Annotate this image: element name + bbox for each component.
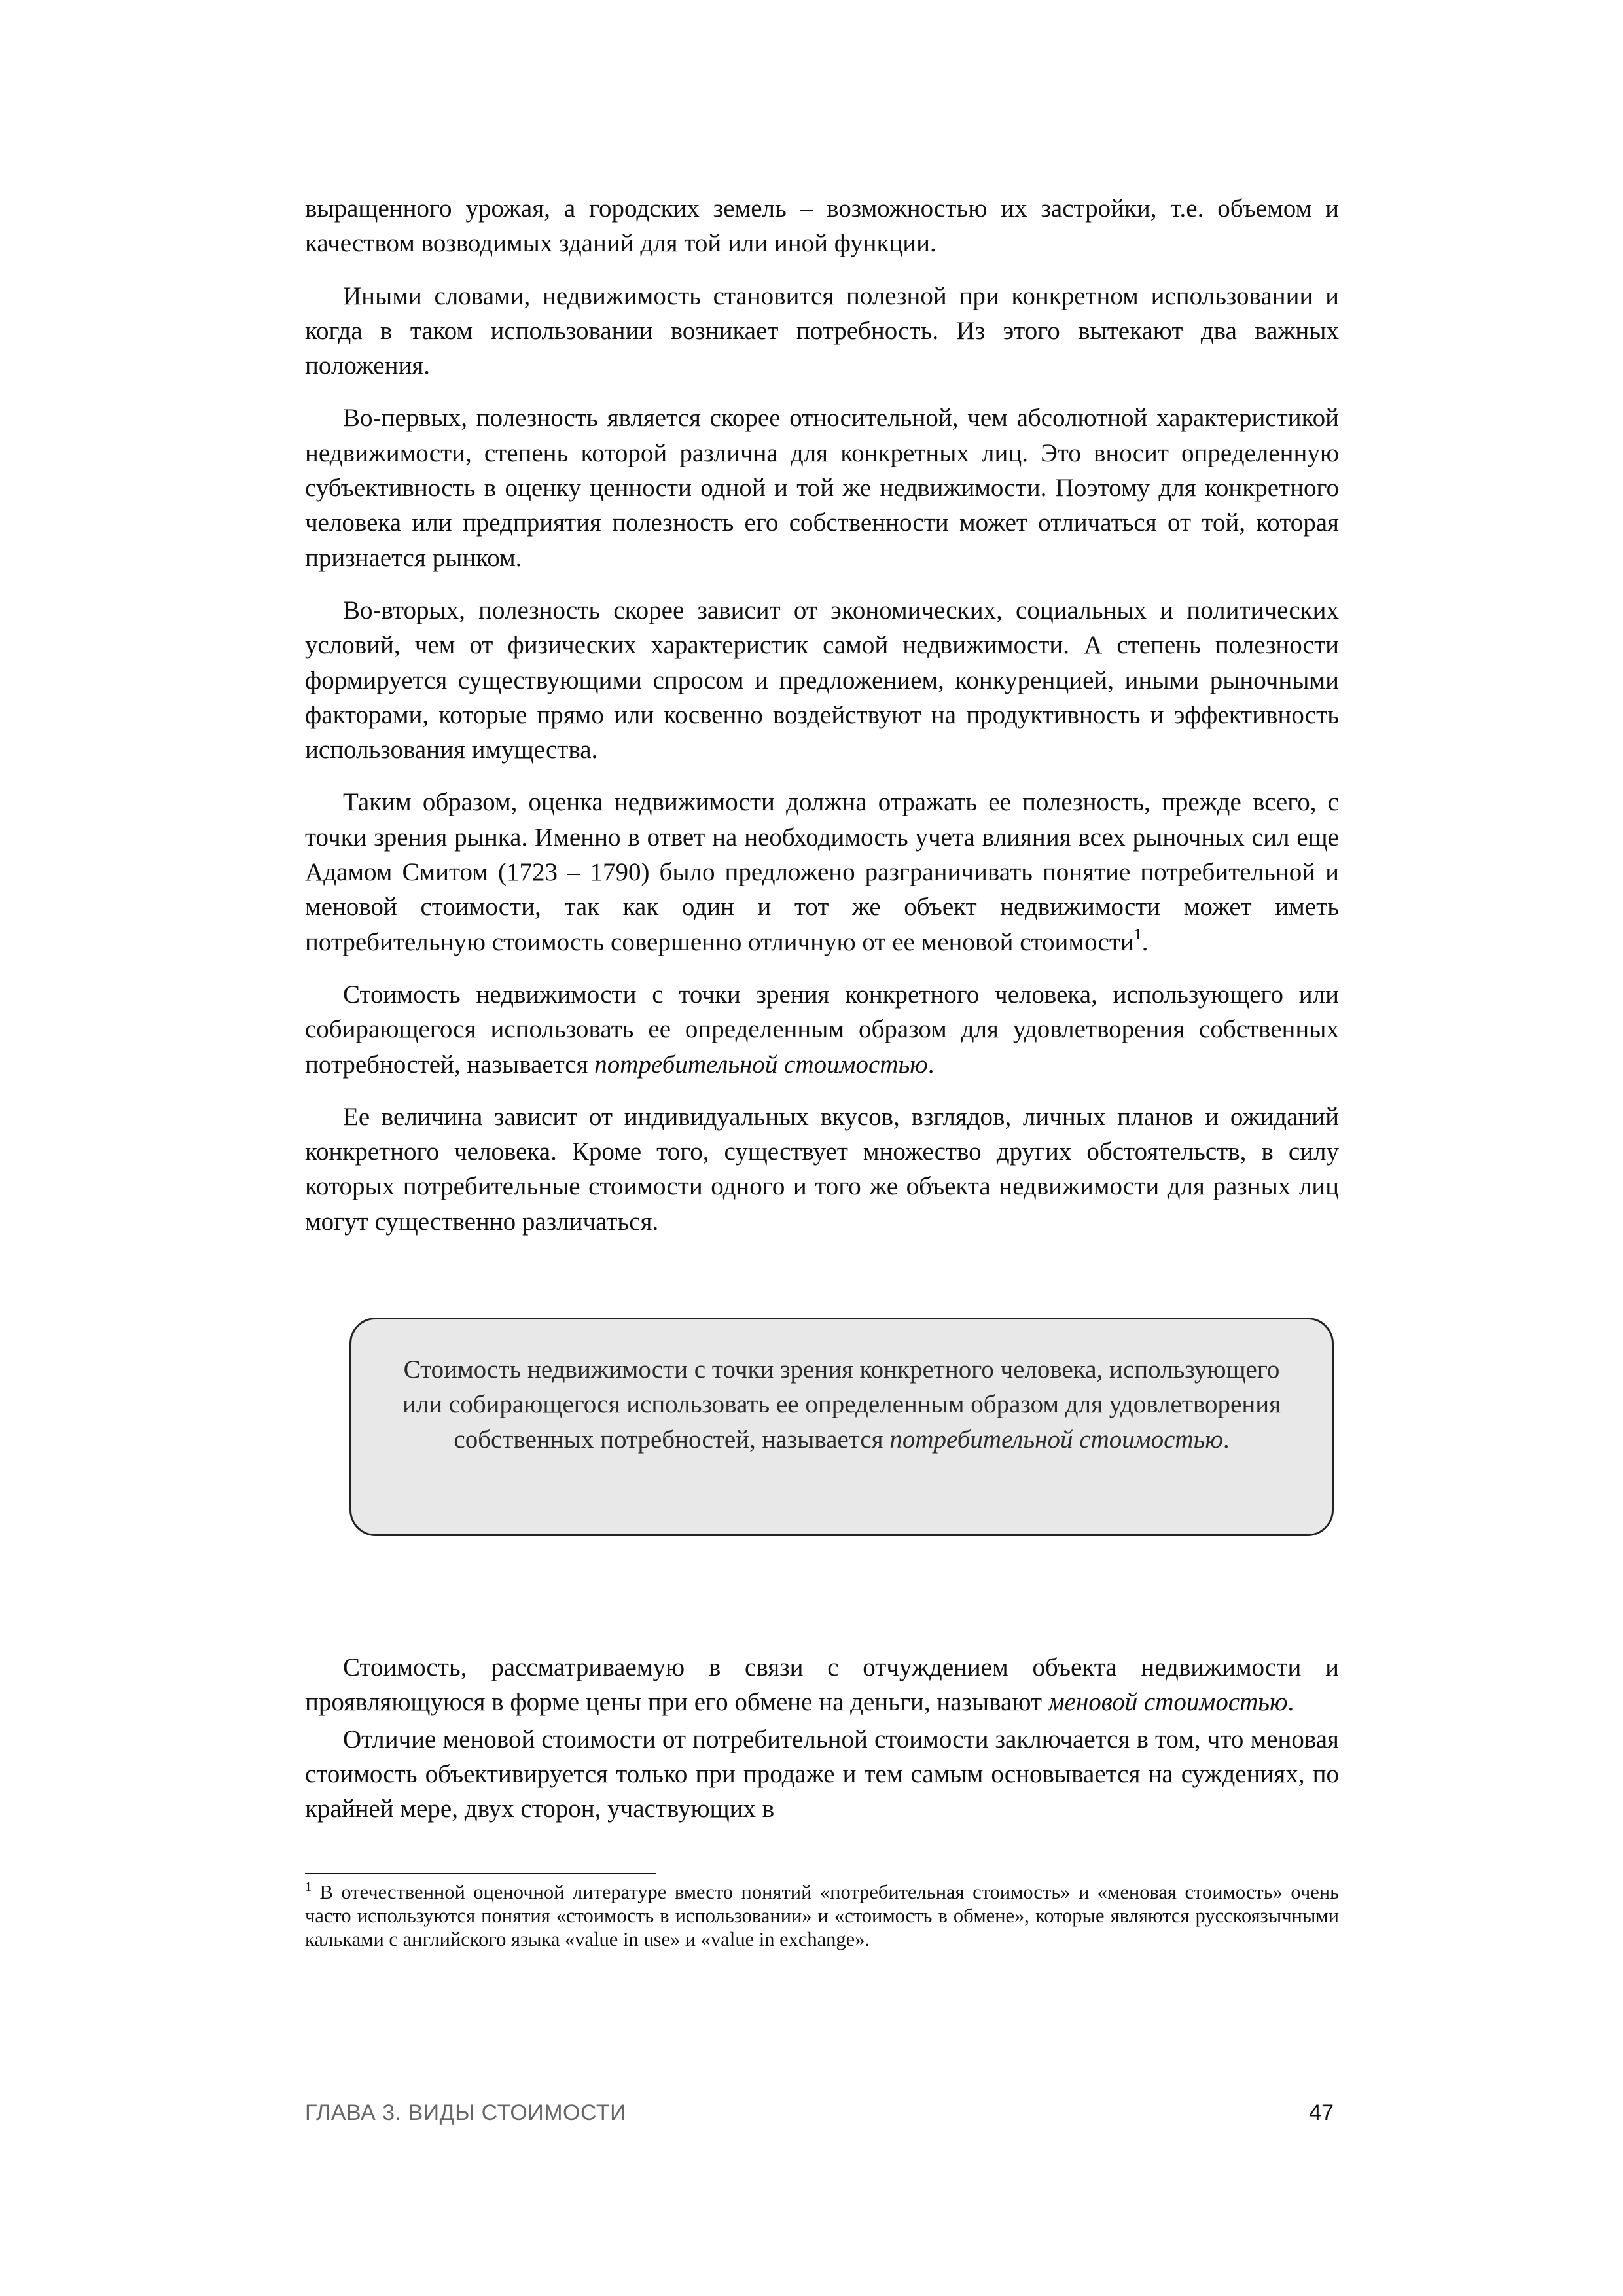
paragraph-8	[305, 1650, 1339, 1720]
page-number: 47	[1309, 2100, 1334, 2125]
paragraph-4-text: Во-вторых, полезность скорее зависит от экономических, социальных и политических условий, чем от физических характеристик самой недвижимости. А степень полезности формируется существующими спросом и предложением, конкуренцией, иными рыночными факторами, которые прямо или косвенно воздействуют на продуктивность и эффективность использования имущества.	[305, 596, 1339, 764]
page-footer	[305, 2100, 1339, 2133]
paragraph-9	[305, 1722, 1339, 1827]
paragraph-6-text: Стоимость недвижимости с точки зрения конкретного человека, использующего или собирающегося использовать ее определенным образом для удовлетворения собственных потребностей, называется	[305, 980, 1339, 1079]
paragraph-7	[305, 1100, 1339, 1239]
footnote-reference[interactable]: 1	[1133, 925, 1142, 943]
paragraph-3-text: Во-первых, полезность является скорее относительной, чем абсолютной характеристикой недвижимости, степень которой различна для конкретных лиц. Это вносит определенную субъективность в оценку ценности одной и той же недвижимости. Поэтому для конкретного человека или предприятия полезность его собственности может отличаться от той, которая признается рынком.	[305, 404, 1339, 572]
paragraph-1	[305, 191, 1339, 261]
paragraph-9-text: Отличие меновой стоимости от потребительной стоимости заключается в том, что меновая стоимость объективируется только при продаже и тем самым основывается на суждениях, по крайней мере, двух сторон, участвующих в	[305, 1725, 1339, 1823]
footnote	[305, 1880, 1339, 1951]
footnote-marker: 1	[305, 1880, 312, 1894]
term-use-value: потребительной стоимостью	[594, 1050, 928, 1079]
footnote-text: В отечественной оценочной литературе вместо понятий «потребительная стоимость» и «меновая стоимость» очень часто используются понятия «стоимость в использовании» и «стоимость в обмене», которые являются русскоязычными кальками с английского языка «value in use» и «value in exchange».	[305, 1881, 1339, 1950]
paragraph-8-text: Стоимость, рассматриваемую в связи с отчуждением объекта недвижимости и проявляющуюся в форме цены при его обмене на деньги, называют	[305, 1653, 1339, 1717]
callout-section	[305, 1239, 1339, 1650]
paragraph-3	[305, 401, 1339, 575]
definition-callout-box	[349, 1318, 1334, 1536]
paragraph-4	[305, 593, 1339, 767]
paragraph-5-period: .	[1141, 927, 1149, 956]
paragraph-6-period: .	[927, 1050, 935, 1079]
term-exchange-value: меновой стоимостью	[1048, 1688, 1288, 1717]
page-body	[305, 191, 1339, 1844]
footer-chapter-title: ГЛАВА 3. ВИДЫ СТОИМОСТИ	[305, 2100, 627, 2125]
callout-text: Стоимость недвижимости с точки зрения конкретного человека, использующего или собирающегося использовать ее определенным образом для удовлетворения собственных потребностей, называется	[402, 1355, 1281, 1454]
paragraph-6	[305, 977, 1339, 1082]
footnote-divider	[305, 1873, 656, 1874]
paragraph-2-text: Иными словами, недвижимость становится полезной при конкретном использовании и когда в таком использовании возникает потребность. Из этого вытекают два важных положения.	[305, 281, 1339, 380]
paragraph-8-period: .	[1287, 1688, 1294, 1717]
paragraph-5	[305, 785, 1339, 959]
callout-period: .	[1222, 1425, 1230, 1454]
paragraph-1-text: выращенного урожая, а городских земель – возможностью их застройки, т.е. объемом и качеством возводимых зданий для той или иной функции.	[305, 194, 1339, 258]
callout-term: потребительной стоимостью	[889, 1425, 1223, 1454]
paragraph-5-text: Таким образом, оценка недвижимости должна отражать ее полезность, прежде всего, с точки зрения рынка. Именно в ответ на необходимость учета влияния всех рыночных сил еще Адамом Смитом (1723 – 1790) было предложено разграничивать понятие потребительной и меновой стоимости, так как один и тот же объект недвижимости может иметь потребительную стоимость совершенно отличную от ее меновой стоимости	[305, 788, 1339, 956]
paragraph-7-text: Ее величина зависит от индивидуальных вкусов, взглядов, личных планов и ожиданий конкретного человека. Кроме того, существует множество других обстоятельств, в силу которых потребительные стоимости одного и того же объекта недвижимости для разных лиц могут существенно различаться.	[305, 1102, 1339, 1236]
paragraph-2	[305, 279, 1339, 384]
